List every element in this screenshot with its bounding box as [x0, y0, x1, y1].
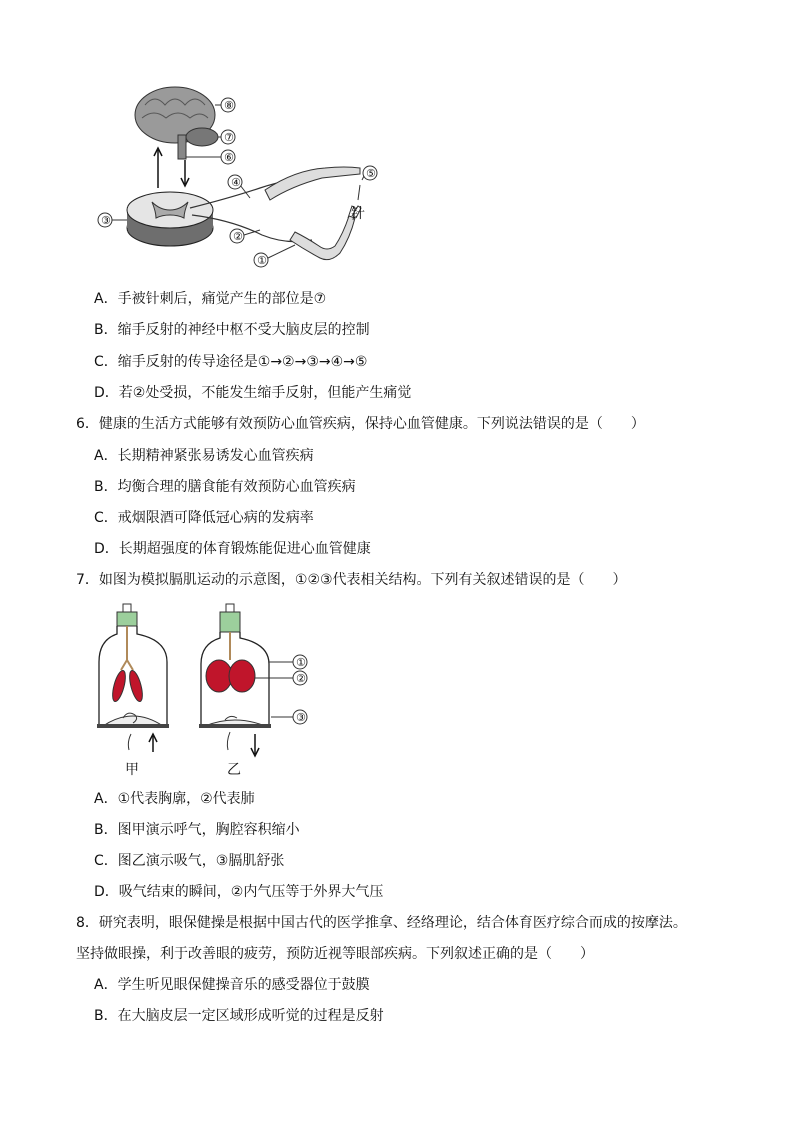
model-label-1: ① [296, 656, 306, 669]
label-5: ⑤ [366, 167, 376, 180]
q5-option-a: A．手被针刺后，痛觉产生的部位是⑦ [94, 291, 327, 307]
q5-option-c: C．缩手反射的传导途径是①→②→③→④→⑤ [94, 354, 368, 370]
q8-option-a: A．学生听见眼保健操音乐的感受器位于鼓膜 [94, 977, 370, 993]
jar-label-jia: 甲 [125, 762, 139, 778]
q8-stem-line1: 8．研究表明，眼保健操是根据中国古代的医学推拿、经络理论，结合体育医疗综合而成的按摩法。 [76, 915, 687, 931]
descending-arrow-icon [181, 160, 189, 186]
model-label-2: ② [296, 672, 306, 685]
q7-stem: 7．如图为模拟膈肌运动的示意图，①②③代表相关结构。下列有关叙述错误的是（ ） [76, 572, 627, 588]
q6-option-a: A．长期精神紧张易诱发心血管疾病 [94, 448, 314, 464]
label-2: ② [233, 230, 243, 243]
q6-option-d: D．长期超强度的体育锻炼能促进心血管健康 [94, 541, 371, 557]
q5-option-b: B．缩手反射的神经中枢不受大脑皮层的控制 [94, 322, 370, 338]
q6-stem: 6．健康的生活方式能够有效预防心血管疾病，保持心血管健康。下列说法错误的是（ ） [76, 416, 645, 432]
q6-option-c: C．戒烟限酒可降低冠心病的发病率 [94, 510, 314, 526]
q8-stem-line2: 坚持做眼操，利于改善眼的疲劳，预防近视等眼部疾病。下列叙述正确的是（ ） [76, 946, 594, 962]
jar-yi [199, 604, 271, 756]
q8-option-b: B．在大脑皮层一定区域形成听觉的过程是反射 [94, 1008, 384, 1024]
label-7: ⑦ [224, 131, 234, 144]
model-label-3: ③ [296, 711, 306, 724]
q7-option-d: D．吸气结束的瞬间，②内气压等于外界大气压 [94, 884, 384, 900]
label-4: ④ [231, 176, 241, 189]
label-6: ⑥ [224, 151, 234, 164]
q5-option-d: D．若②处受损，不能发生缩手反射，但能产生痛觉 [94, 385, 412, 401]
diaphragm-model-figure [95, 600, 325, 780]
label-1: ① [257, 254, 267, 267]
arm-icon [265, 167, 361, 260]
jar-jia [97, 604, 169, 752]
reflex-arc-figure [90, 80, 390, 275]
spinal-cord-icon [127, 192, 213, 246]
needle-label: 针 [351, 206, 365, 222]
ascending-arrow-icon [154, 148, 162, 188]
q6-option-b: B．均衡合理的膳食能有效预防心血管疾病 [94, 479, 356, 495]
q7-option-a: A．①代表胸廓，②代表肺 [94, 791, 255, 807]
brain-icon [135, 87, 218, 159]
label-3: ③ [101, 214, 111, 227]
jar-label-yi: 乙 [227, 762, 241, 778]
q7-option-c: C．图乙演示吸气，③膈肌舒张 [94, 853, 285, 869]
q7-option-b: B．图甲演示呼气，胸腔容积缩小 [94, 822, 300, 838]
label-8: ⑧ [224, 99, 234, 112]
